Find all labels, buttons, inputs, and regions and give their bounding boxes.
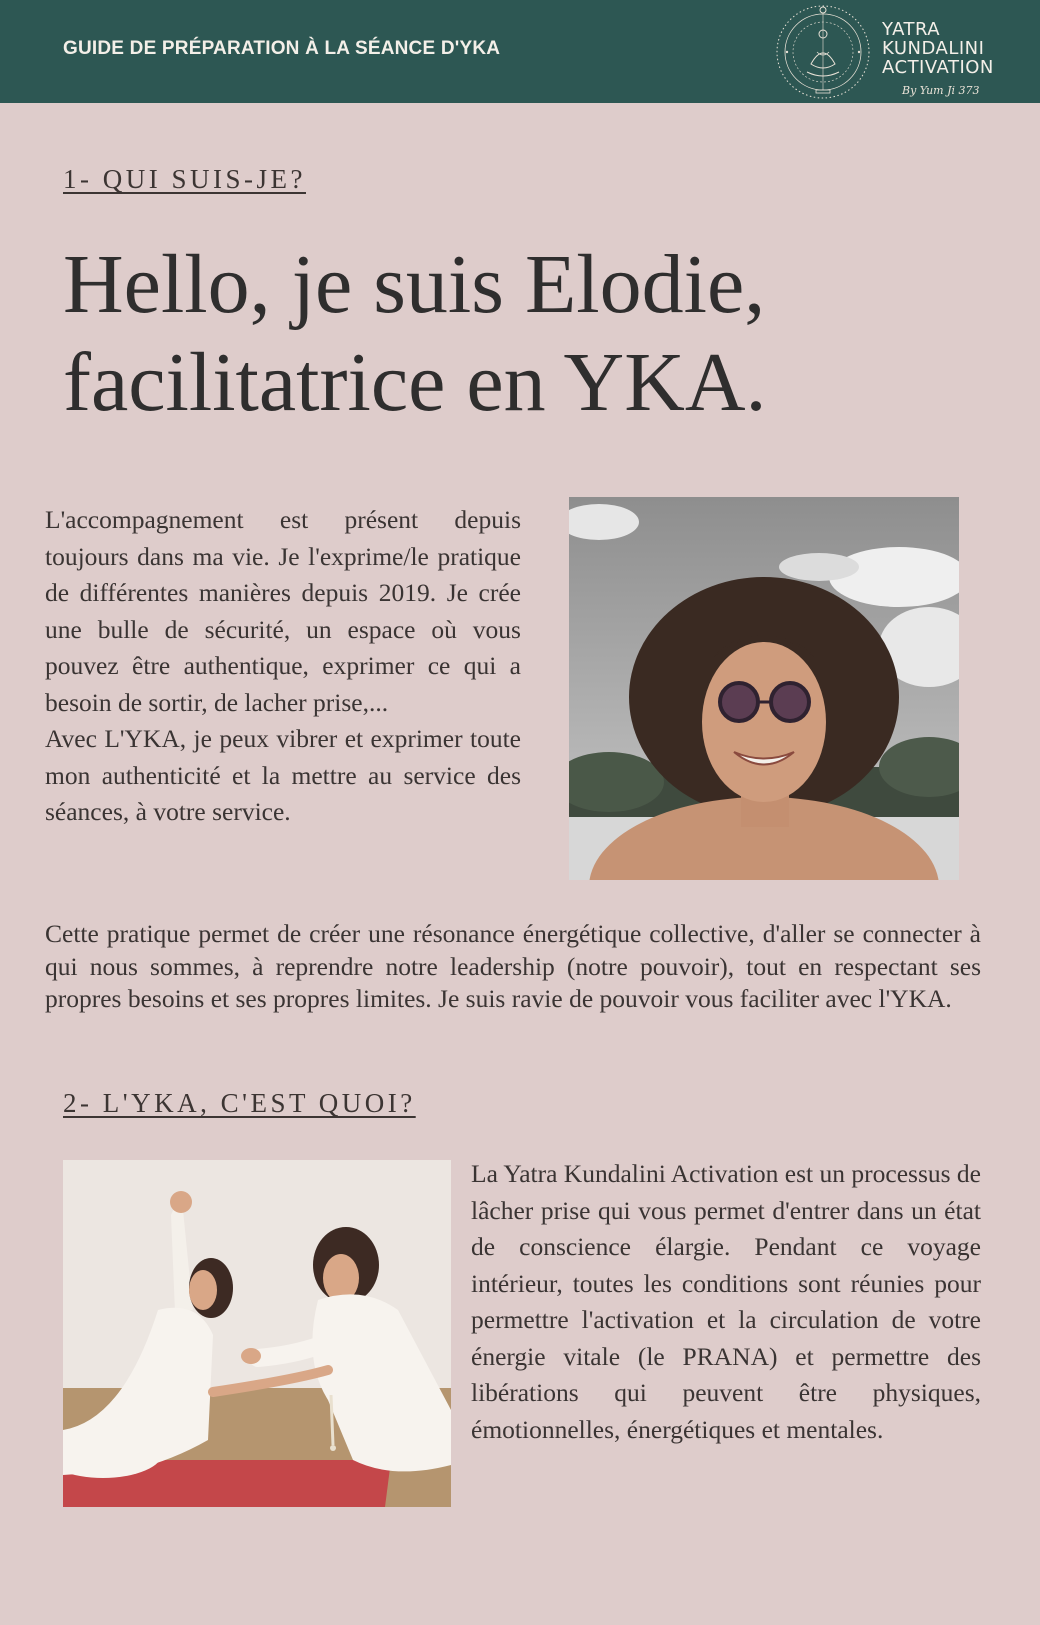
intro-text: L'accompagnement est présent depuis toujours dans ma vie. Je l'exprime/le pratique de différentes manières depuis 2019. Je crée une bulle de sécurité, un espace où vous pouvez être authentique, exprimer ce qui a besoin de sortir, de lacher prise,... — [45, 505, 521, 717]
brand-line-1: YATRA — [882, 19, 941, 40]
brand-byline: By Yum Ji 373 — [902, 84, 980, 97]
section-1-heading: 1- QUI SUIS-JE? — [63, 164, 306, 194]
intro-text-2: Avec L'YKA, je peux vibrer et exprimer toute mon authenticité et la mettre au service des séances, à votre service. — [45, 724, 521, 826]
portrait-photo — [569, 497, 959, 880]
brand-line-2: KUNDALINI — [882, 38, 985, 59]
resonance-paragraph: Cette pratique permet de créer une résonance énergétique collective, d'aller se connecter à qui nous sommes, à reprendre notre leadership (notre pouvoir), tout en respectant ses propres besoins et ses propres limites. Je suis ravie de pouvoir vous faciliter avec l'YKA. — [45, 919, 981, 1013]
page-header — [0, 0, 1040, 103]
section-2-heading: 2- L'YKA, C'EST QUOI? — [63, 1088, 416, 1118]
intro-paragraph — [45, 502, 521, 831]
hello-line-1: Hello, je suis Elodie, — [63, 238, 766, 331]
brand-wordmark — [882, 20, 1032, 77]
yka-description: La Yatra Kundalini Activation est un processus de lâcher prise qui vous permet d'entrer dans un état de conscience élargie. Pendant ce voyage intérieur, toutes les conditions sont réunies pour permettre l'activation et la circulation de votre énergie vitale (le PRANA) et permettre des libérations qui peuvent être physiques, émotionnelles, énergétiques et mentales. — [471, 1159, 981, 1444]
mandala-logo-icon — [773, 2, 873, 102]
yka-session-photo — [63, 1160, 451, 1507]
hello-line-2: facilitatrice en YKA. — [63, 336, 767, 429]
hello-headline — [63, 236, 1003, 432]
guide-title: GUIDE DE PRÉPARATION À LA SÉANCE D'YKA — [63, 38, 501, 59]
brand-line-3: ACTIVATION — [882, 57, 994, 78]
